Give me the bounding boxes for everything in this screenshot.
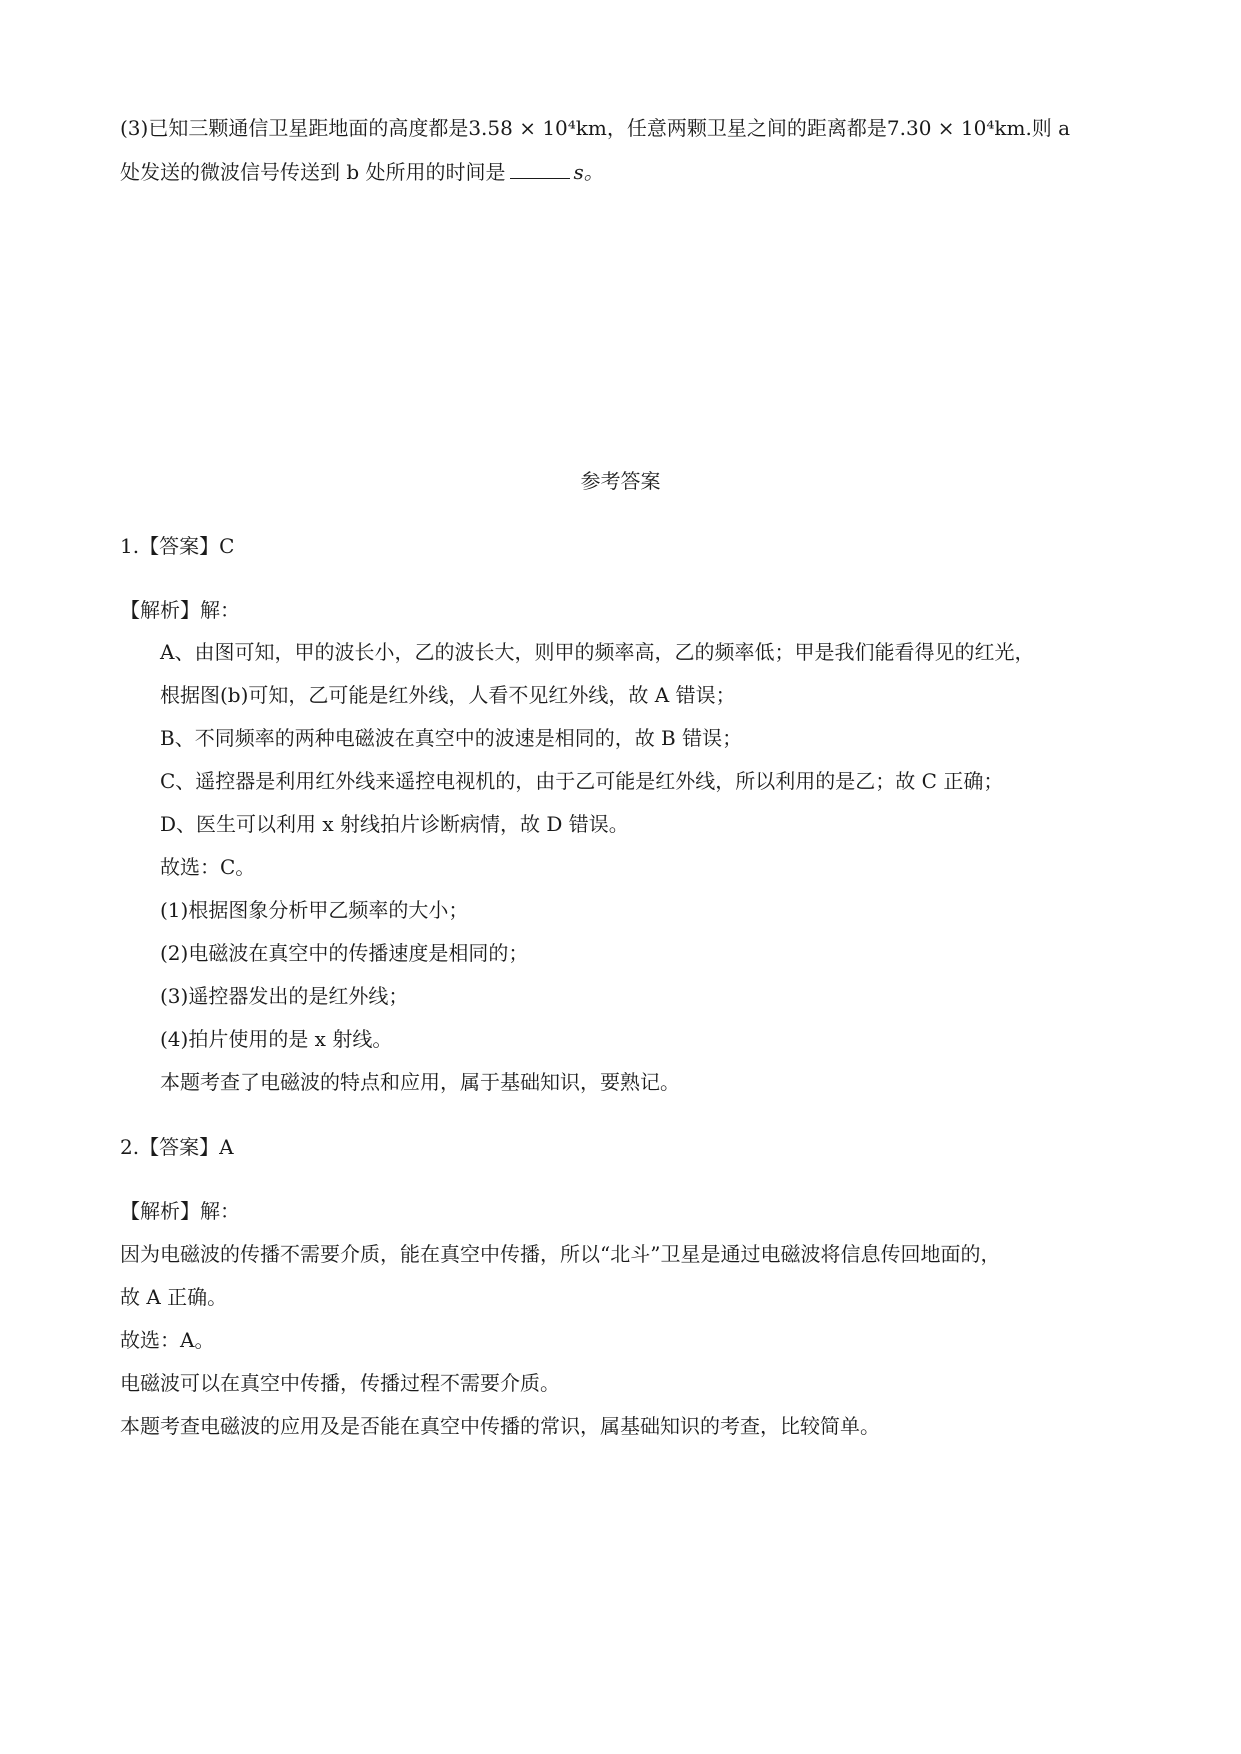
answer-2-header: 2.【答案】A — [120, 1135, 234, 1159]
answer-1-line: A、由图可知，甲的波长小，乙的波长大，则甲的频率高，乙的频率低；甲是我们能看得见的红光， — [160, 640, 1035, 664]
answer-blank — [510, 160, 570, 179]
question-3-line-2-text: 处发送的微波信号传送到 b 处所用的时间是 — [120, 160, 506, 184]
answer-2-line: 故选：A。 — [120, 1328, 215, 1352]
answer-2-line: 电磁波可以在真空中传播，传播过程不需要介质。 — [120, 1371, 560, 1395]
answer-1-analysis-label: 【解析】解： — [120, 598, 240, 622]
answer-1-line: B、不同频率的两种电磁波在真空中的波速是相同的，故 B 错误； — [160, 726, 743, 750]
answer-1-line: 根据图(b)可知，乙可能是红外线，人看不见红外线，故 A 错误； — [160, 683, 736, 707]
answer-1-line: 故选：C。 — [160, 855, 256, 879]
answer-2-line: 因为电磁波的传播不需要介质，能在真空中传播，所以“北斗”卫星是通过电磁波将信息传回地面的， — [120, 1242, 1001, 1266]
answer-key-title: 参考答案 — [580, 469, 661, 493]
answer-1-line: (1)根据图象分析甲乙频率的大小； — [160, 898, 469, 922]
answer-1-line: (4)拍片使用的是 x 射线。 — [160, 1027, 393, 1051]
answer-1-header: 1.【答案】C — [120, 534, 235, 558]
answer-1-line: (2)电磁波在真空中的传播速度是相同的； — [160, 941, 529, 965]
answer-2-line: 本题考查电磁波的应用及是否能在真空中传播的常识，属基础知识的考查，比较简单。 — [120, 1414, 880, 1438]
answer-1-line: 本题考查了电磁波的特点和应用，属于基础知识，要熟记。 — [160, 1070, 680, 1094]
answer-2-line: 故 A 正确。 — [120, 1285, 228, 1309]
question-3-unit: s。 — [573, 160, 604, 184]
question-3-line-2 — [120, 158, 604, 186]
answer-1-line: C、遥控器是利用红外线来遥控电视机的，由于乙可能是红外线，所以利用的是乙；故 C 正确； — [160, 769, 1004, 793]
question-3-line-1: (3)已知三颗通信卫星距地面的高度都是3.58 × 10⁴km，任意两颗卫星之间的距离都是7.30 × 10⁴km.则 a — [120, 116, 1071, 140]
answer-2-analysis-label: 【解析】解： — [120, 1199, 240, 1223]
answer-1-line: (3)遥控器发出的是红外线； — [160, 984, 409, 1008]
answer-1-line: D、医生可以利用 x 射线拍片诊断病情，故 D 错误。 — [160, 812, 629, 836]
